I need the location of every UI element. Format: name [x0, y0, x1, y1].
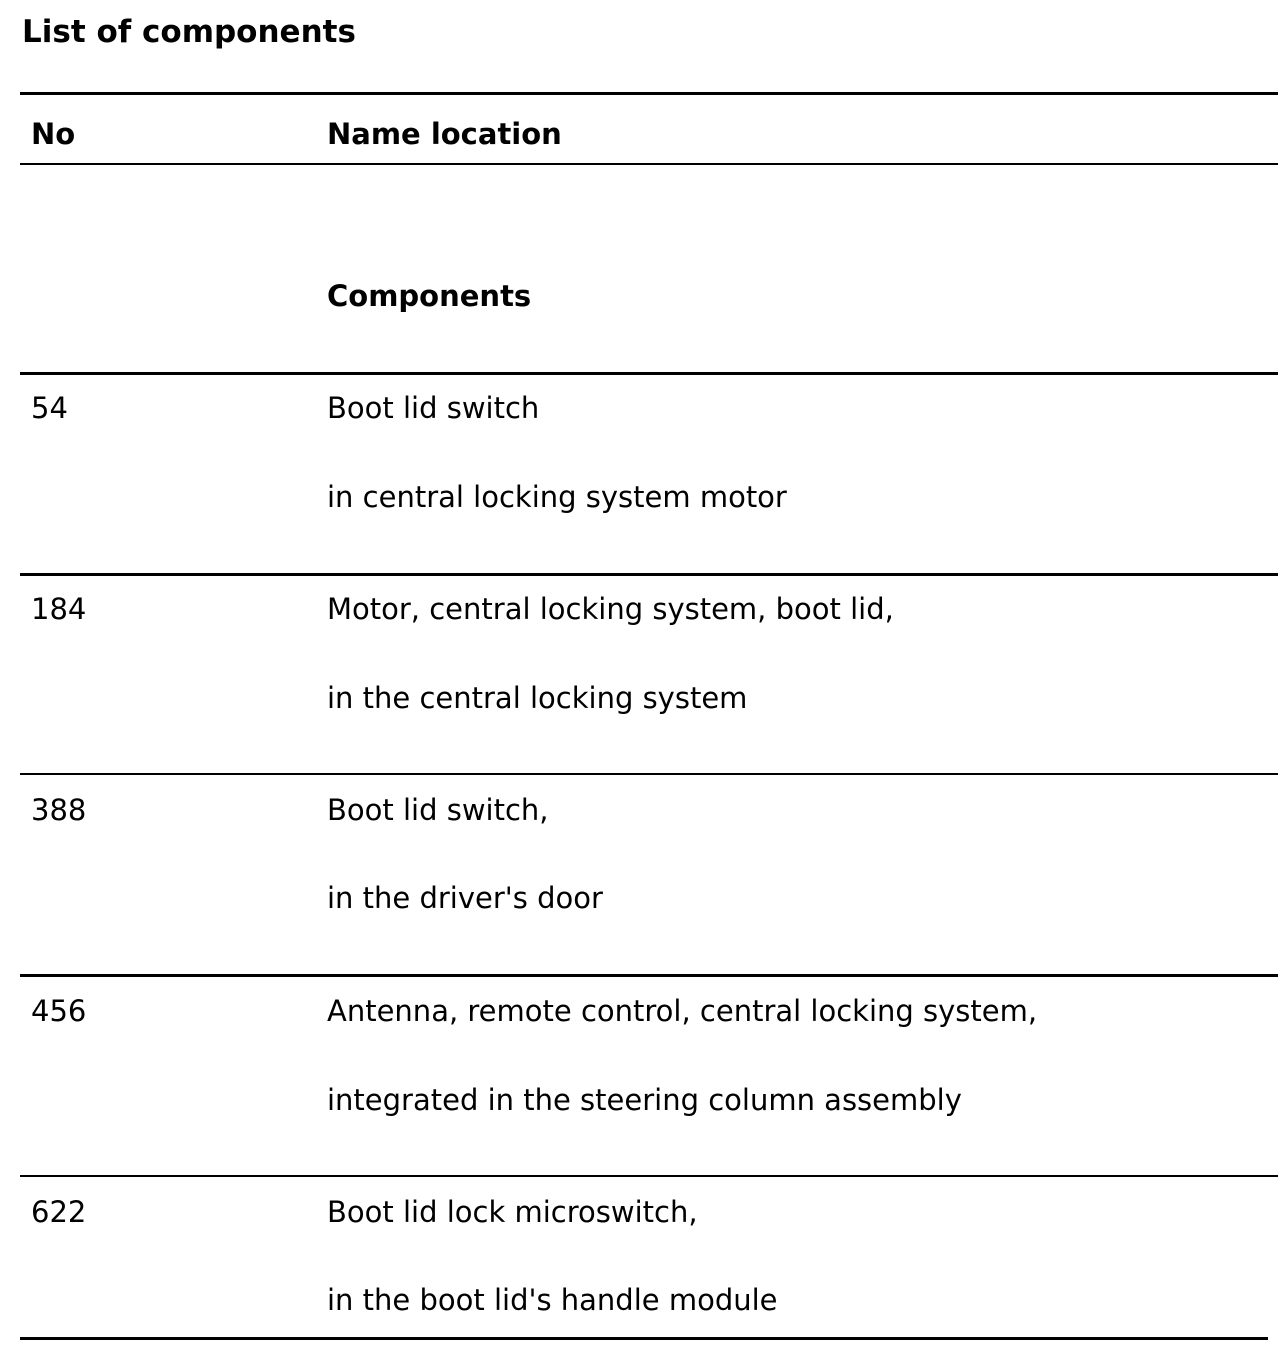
component-location: in the boot lid's handle module	[327, 1283, 778, 1317]
component-location: integrated in the steering column assembly	[327, 1083, 962, 1117]
component-name: Boot lid switch	[327, 391, 540, 425]
component-name: Boot lid lock microswitch,	[327, 1195, 698, 1229]
component-location: in the driver's door	[327, 881, 603, 915]
row-separator	[20, 974, 1278, 977]
document-title: List of components	[22, 14, 356, 50]
section-label: Components	[327, 279, 532, 313]
row-number: 622	[31, 1195, 87, 1229]
header-no: No	[31, 117, 76, 151]
header-bottom-rule	[20, 163, 1278, 165]
row-number: 54	[31, 391, 68, 425]
table-bottom-rule	[20, 1337, 1268, 1340]
header-name-location: Name location	[327, 117, 562, 151]
row-separator	[20, 573, 1278, 576]
row-separator	[20, 1175, 1278, 1177]
row-separator	[20, 773, 1278, 775]
table-top-rule	[20, 92, 1278, 95]
row-number: 184	[31, 592, 87, 626]
row-number: 388	[31, 793, 87, 827]
component-location: in the central locking system	[327, 681, 748, 715]
component-location: in central locking system motor	[327, 480, 787, 514]
row-separator	[20, 372, 1278, 375]
component-name: Antenna, remote control, central locking system,	[327, 994, 1038, 1028]
row-number: 456	[31, 994, 87, 1028]
component-name: Motor, central locking system, boot lid,	[327, 592, 894, 626]
component-name: Boot lid switch,	[327, 793, 549, 827]
